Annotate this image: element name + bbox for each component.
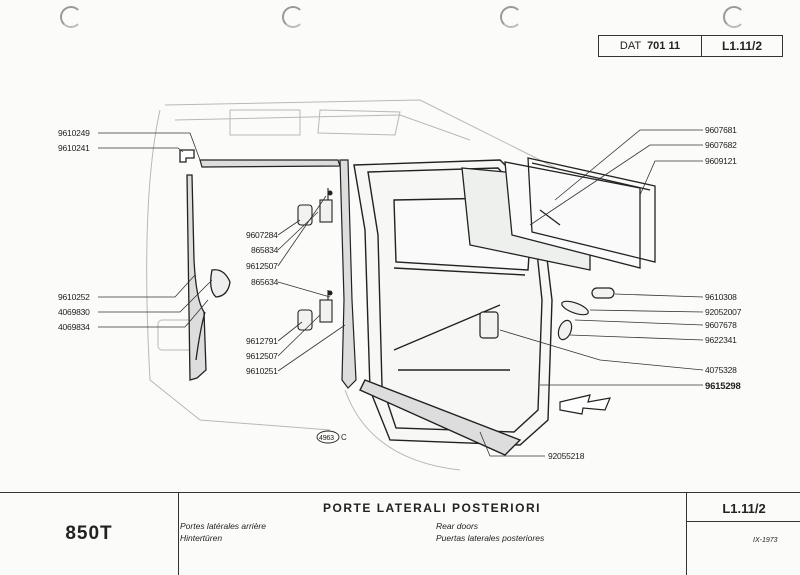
title-english: Rear doors <box>436 521 479 531</box>
part-number-label: 9610241 <box>58 143 90 153</box>
title-french: Portes latérales arrière <box>180 521 266 531</box>
dat-prefix: DAT <box>619 40 642 52</box>
part-number-label: 9622341 <box>705 335 737 345</box>
part-number-label: 4069830 <box>58 307 90 317</box>
part-number-label: 9607681 <box>705 125 737 135</box>
title-spanish: Puertas laterales posteriores <box>436 533 545 543</box>
part-number-label: 9610251 <box>246 366 278 376</box>
part-number-label: 865834 <box>251 245 279 255</box>
part-number-label: 4069834 <box>58 322 90 332</box>
part-number-label: 92055218 <box>548 451 585 461</box>
labels-left <box>58 128 90 332</box>
view-badge <box>317 431 347 443</box>
part-number-label: 9612507 <box>246 351 278 361</box>
part-number-label: 9607284 <box>246 230 278 240</box>
divider <box>687 521 800 522</box>
part-number-label: 9612791 <box>246 336 278 346</box>
labels-right <box>705 125 742 392</box>
issue-date: IX-1973 <box>753 537 778 544</box>
part-number-label: 9612507 <box>246 261 278 271</box>
page-code-block <box>686 493 800 575</box>
door-hinges <box>298 188 332 330</box>
labels-center <box>246 230 279 376</box>
title-block <box>0 492 800 575</box>
part-number-label: 9610308 <box>705 292 737 302</box>
left-seal-strip <box>180 150 230 380</box>
view-badge-suffix: C <box>341 433 347 442</box>
part-number-label: 92052007 <box>705 307 742 317</box>
part-number-label: 4075328 <box>705 365 737 375</box>
part-number-label: 865634 <box>251 277 279 287</box>
dat-number: 701 11 <box>647 40 681 52</box>
model-name: 850T <box>0 493 179 575</box>
part-number-label: 9610249 <box>58 128 90 138</box>
center-seal-strip <box>340 160 356 388</box>
part-number-label: 9615298 <box>705 381 741 392</box>
page-title: PORTE LATERALI POSTERIORI <box>323 501 541 515</box>
part-number-label: 9609121 <box>705 156 737 166</box>
part-number-label: 9610252 <box>58 292 90 302</box>
title-german: Hintertüren <box>180 533 223 543</box>
part-number-label: 9607682 <box>705 140 737 150</box>
view-badge-number: 4963 <box>319 435 334 442</box>
footer-page-code: L1.11/2 <box>722 501 766 516</box>
header-page-code: L1.11/2 <box>721 39 763 53</box>
top-seal-strip <box>200 160 340 167</box>
part-number-label: 9607678 <box>705 320 737 330</box>
title-block-descriptions <box>178 493 686 575</box>
